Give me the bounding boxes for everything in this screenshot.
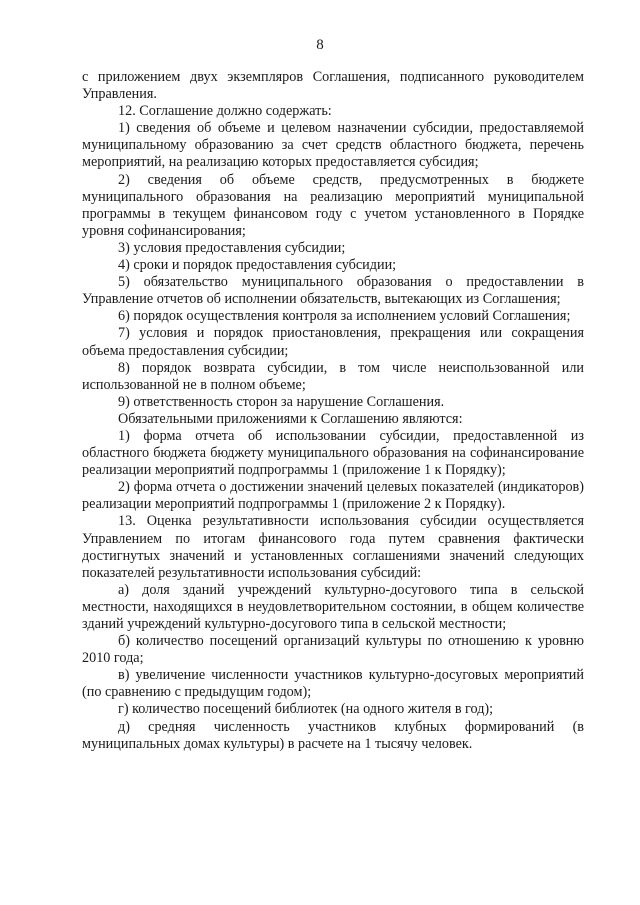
paragraph: 1) форма отчета об использовании субсидии, предоставленной из областного бюджета бюджету муниципального образования на софинансирование реализации мероприятий подпрограммы 1 (приложение 1 к Порядку); — [82, 427, 584, 479]
paragraph: 7) условия и порядок приостановления, прекращения или сокращения объема предоставления субсидии; — [82, 325, 584, 359]
document-body — [82, 69, 584, 753]
paragraph: 2) форма отчета о достижении значений целевых показателей (индикаторов) реализации мероприятий подпрограммы 1 (приложение 2 к Порядку). — [82, 479, 584, 513]
paragraph: с приложением двух экземпляров Соглашения, подписанного руководителем Управления. — [82, 69, 584, 103]
paragraph: д) средняя численность участников клубных формирований (в муниципальных домах культуры) в расчете на 1 тысячу человек. — [82, 718, 584, 752]
paragraph: 13. Оценка результативности использования субсидии осуществляется Управлением по итогам финансового года путем сравнения фактически достигнутых значений и установленных соглашениями значений следующих показателей результативности использования субсидий: — [82, 513, 584, 581]
paragraph: а) доля зданий учреждений культурно-досугового типа в сельской местности, находящихся в неудовлетворительном состоянии, в общем количестве зданий учреждений культурно-досугового типа в сельской местности; — [82, 581, 584, 632]
paragraph: 8) порядок возврата субсидии, в том числе неиспользованной или использованной не в полном объеме; — [82, 359, 584, 393]
paragraph: 4) сроки и порядок предоставления субсидии; — [118, 257, 397, 274]
paragraph: г) количество посещений библиотек (на одного жителя в год); — [118, 701, 494, 718]
paragraph: 12. Соглашение должно содержать: — [118, 103, 332, 120]
paragraph: Обязательными приложениями к Соглашению являются: — [118, 410, 463, 427]
paragraph: 9) ответственность сторон за нарушение Соглашения. — [118, 393, 445, 410]
paragraph: 3) условия предоставления субсидии; — [118, 239, 346, 256]
page-number: 8 — [316, 37, 324, 53]
paragraph: б) количество посещений организаций культуры по отношению к уровню 2010 года; — [82, 633, 584, 667]
paragraph: 1) сведения об объеме и целевом назначении субсидии, предоставляемой муниципальному образованию за счет средств областного бюджета, перечень мероприятий, на реализацию которых предоставляется субсидия; — [82, 120, 584, 171]
paragraph: 6) порядок осуществления контроля за исполнением условий Соглашения; — [118, 308, 571, 325]
paragraph: 2) сведения об объеме средств, предусмотренных в бюджете муниципального образования на реализацию мероприятий муниципальной программы в текущем финансовом году с учетом установленного в Порядке уровня софинансирования; — [82, 171, 584, 239]
paragraph: 5) обязательство муниципального образования о предоставлении в Управление отчетов об исполнении обязательств, вытекающих из Соглашения; — [82, 274, 584, 308]
paragraph: в) увеличение численности участников культурно-досуговых мероприятий (по сравнению с предыдущим годом); — [82, 667, 584, 701]
